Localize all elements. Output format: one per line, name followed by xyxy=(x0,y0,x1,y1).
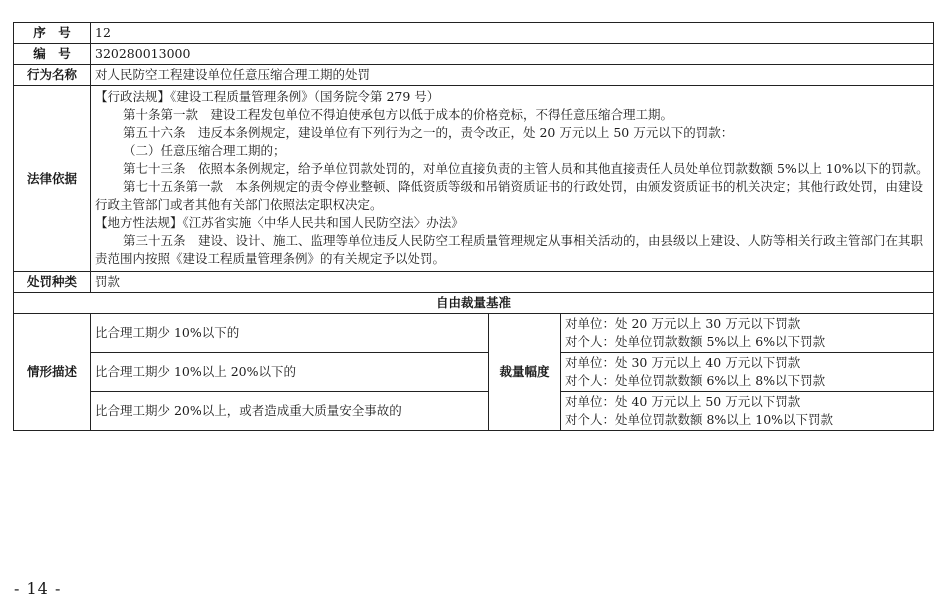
basis-article-56: 第五十六条 违反本条例规定，建设单位有下列行为之一的，责令改正，处 20 万元以上 50 万元以下的罚款： xyxy=(123,125,734,140)
basis-article-73: 第七十三条 依照本条例规定，给予单位罚款处罚的，对单位直接负责的主管人员和其他直接责任人员处单位罚款数额 5%以上 10%以下的罚款。 xyxy=(123,161,929,176)
case-range xyxy=(561,314,934,353)
case-range xyxy=(561,353,934,392)
case-situation: 比合理工期少 10%以下的 xyxy=(91,314,489,353)
basis-heading-admin-regulation: 【行政法规】《建设工程质量管理条例》（国务院令第 279 号） xyxy=(95,89,440,104)
situation-label: 情形描述 xyxy=(14,314,91,431)
serial-label: 序 号 xyxy=(14,23,91,44)
code-label: 编 号 xyxy=(14,44,91,65)
basis-heading-local-regulation: 【地方性法规】《江苏省实施〈中华人民共和国人民防空法〉办法》 xyxy=(95,215,464,230)
serial-value: 12 xyxy=(91,23,934,44)
behavior-value: 对人民防空工程建设单位任意压缩合理工期的处罚 xyxy=(91,65,934,86)
page-number: - 14 - xyxy=(14,579,62,598)
basis-article-35: 第三十五条 建设、设计、施工、监理等单位违反人民防空工程质量管理规定从事相关活动的，由县级以上建设、人防等相关行政主管部门在其职责范围内按照《建设工程质量管理条例》的有关规定予以处罚。 xyxy=(95,233,924,266)
penalty-type-label: 处罚种类 xyxy=(14,272,91,293)
case-range xyxy=(561,392,934,431)
basis-article-56-item-2: （二）任意压缩合理工期的； xyxy=(123,143,286,158)
case-situation: 比合理工期少 10%以上 20%以下的 xyxy=(91,353,489,392)
behavior-row xyxy=(14,65,934,86)
range-person: 对个人：处单位罚款数额 6%以上 8%以下罚款 xyxy=(565,373,826,388)
legal-basis-content xyxy=(91,86,934,272)
legal-basis-label: 法律依据 xyxy=(14,86,91,272)
code-row xyxy=(14,44,934,65)
penalty-type-row xyxy=(14,272,934,293)
discretion-case-row xyxy=(14,392,934,431)
discretion-case-row xyxy=(14,353,934,392)
range-label: 裁量幅度 xyxy=(489,314,561,431)
serial-row xyxy=(14,23,934,44)
code-value: 320280013000 xyxy=(91,44,934,65)
penalty-table xyxy=(13,22,934,431)
case-situation: 比合理工期少 20%以上，或者造成重大质量安全事故的 xyxy=(91,392,489,431)
legal-basis-row xyxy=(14,86,934,272)
behavior-label: 行为名称 xyxy=(14,65,91,86)
penalty-type-value: 罚款 xyxy=(91,272,934,293)
discretion-title-row xyxy=(14,293,934,314)
range-unit: 对单位：处 20 万元以上 30 万元以下罚款 xyxy=(565,316,801,331)
range-person: 对个人：处单位罚款数额 8%以上 10%以下罚款 xyxy=(565,412,834,427)
range-unit: 对单位：处 40 万元以上 50 万元以下罚款 xyxy=(565,394,801,409)
range-unit: 对单位：处 30 万元以上 40 万元以下罚款 xyxy=(565,355,801,370)
discretion-title: 自由裁量基准 xyxy=(14,293,934,314)
discretion-case-row xyxy=(14,314,934,353)
range-person: 对个人：处单位罚款数额 5%以上 6%以下罚款 xyxy=(565,334,826,349)
basis-article-75: 第七十五条第一款 本条例规定的责令停业整顿、降低资质等级和吊销资质证书的行政处罚，由颁发资质证书的机关决定；其他行政处罚，由建设行政主管部门或者其他有关部门依照法定职权决定。 xyxy=(95,179,924,212)
basis-article-10: 第十条第一款 建设工程发包单位不得迫使承包方以低于成本的价格竞标，不得任意压缩合理工期。 xyxy=(123,107,674,122)
